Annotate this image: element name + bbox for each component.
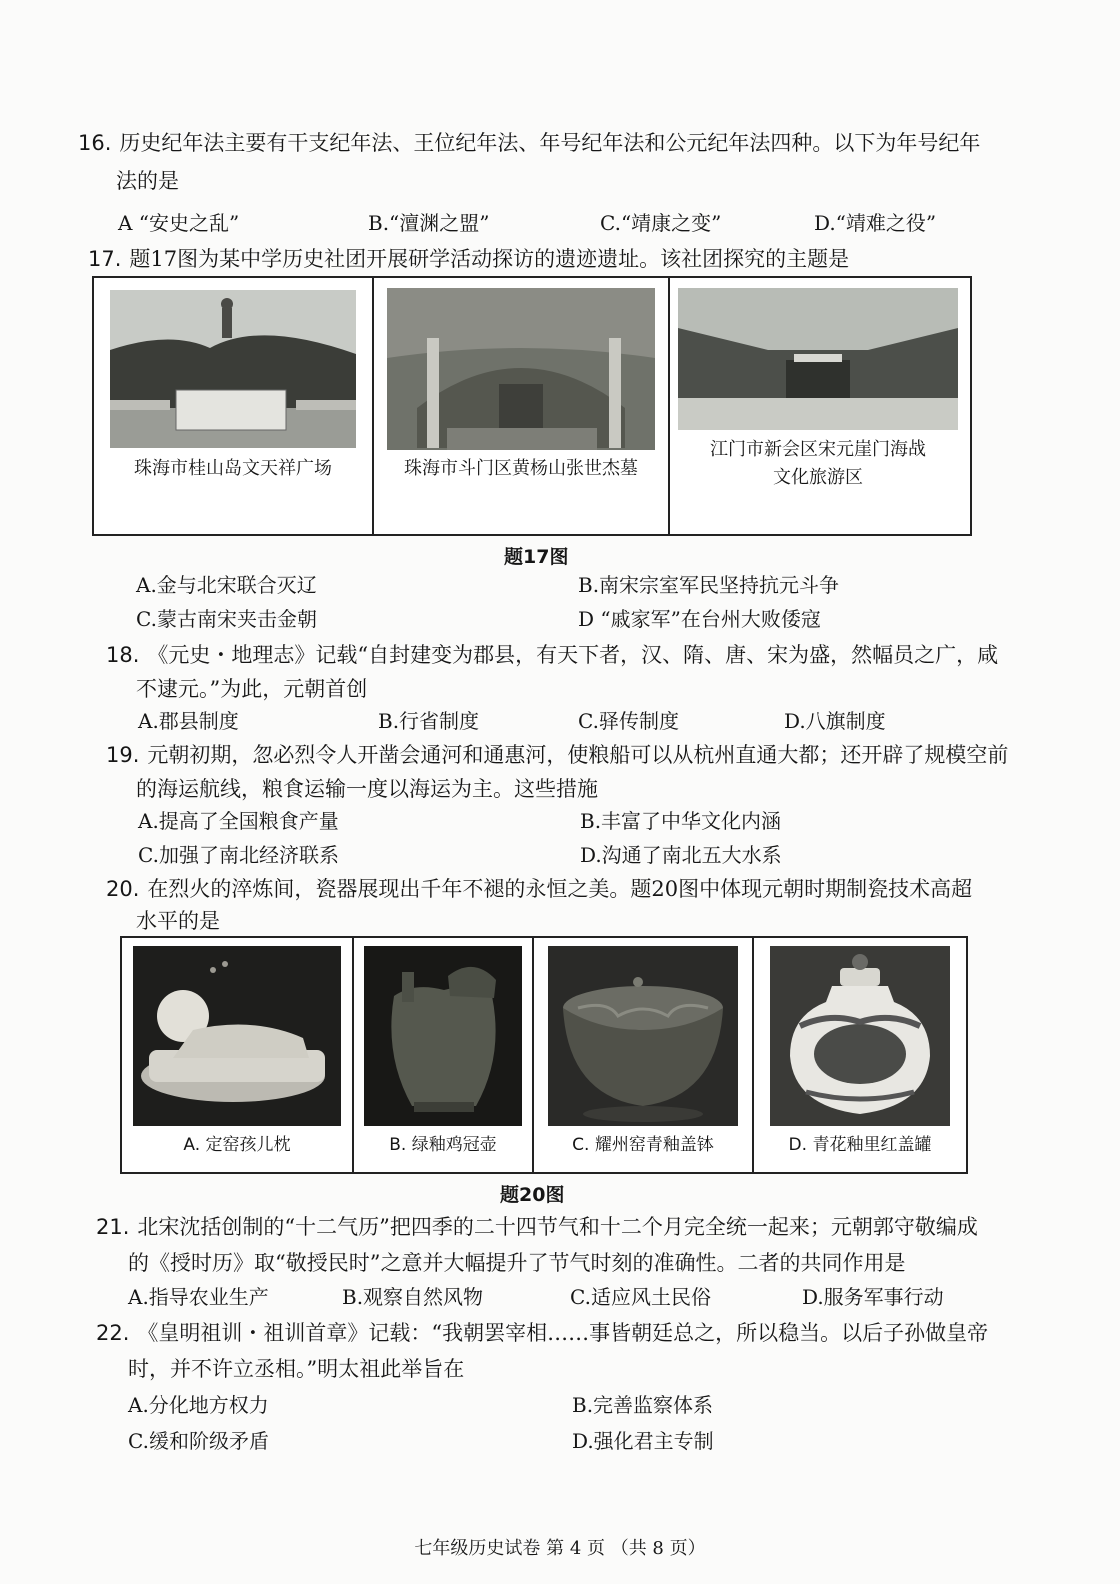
q16-option-d: D.“靖难之役” [814, 211, 937, 235]
q16-number: 16. [78, 131, 112, 155]
q16-stem-line1: 16. 历史纪年法主要有干支纪年法、王位纪年法、年号纪年法和公元纪年法四种。以下为年号纪年 [78, 128, 980, 158]
q19-option-d: D.沟通了南北五大水系 [580, 843, 782, 867]
q20-stem-line1: 20. 在烈火的淬炼间，瓷器展现出千年不褪的永恒之美。题20图中体现元朝时期制瓷技术高超 [106, 874, 972, 904]
figure-20-panel-d [754, 938, 966, 1172]
q21-option-c: C.适应风土民俗 [570, 1285, 711, 1309]
q21-stem-line2: 的《授时历》取“敬授民时”之意并大幅提升了节气时刻的准确性。二者的共同作用是 [128, 1251, 906, 1275]
q17-stem: 17. 题17图为某中学历史社团开展研学活动探访的遗迹遗址。该社团探究的主题是 [88, 244, 849, 274]
q22-option-b: B.完善监察体系 [572, 1393, 714, 1417]
figure-20-panel-a [122, 938, 354, 1172]
figure-20-panel-c [534, 938, 754, 1172]
q16-option-c: C.“靖康之变” [600, 211, 722, 235]
figure-17-panel-2 [374, 278, 670, 534]
q16-option-b: B.“澶渊之盟” [368, 211, 490, 235]
q21-number: 21. [96, 1215, 130, 1239]
q22-option-c: C.缓和阶级矛盾 [128, 1429, 269, 1453]
q21-option-d: D.服务军事行动 [802, 1285, 944, 1309]
figure-20-caption-b: B. 绿釉鸡冠壶 [389, 1135, 497, 1155]
q18-option-d: D.八旗制度 [784, 709, 886, 733]
q18-option-c: C.驿传制度 [578, 709, 679, 733]
photo-zhang-shijie-tomb [387, 288, 655, 450]
q18-option-a: A.郡县制度 [138, 709, 239, 733]
q19-stem-line1: 19. 元朝初期，忽必烈令人开凿会通河和通惠河，使粮船可以从杭州直通大都；还开辟了规模空前 [106, 740, 1008, 770]
figure-17-caption-3: 江门市新会区宋元崖门海战 文化旅游区 [710, 439, 926, 488]
q20-number: 20. [106, 877, 140, 901]
figure-20 [120, 936, 968, 1174]
photo-green-glaze-ewer [364, 946, 522, 1126]
q18-number: 18. [106, 643, 140, 667]
q21-option-b: B.观察自然风物 [342, 1285, 484, 1309]
figure-20-panel-b [354, 938, 534, 1172]
page-footer: 七年级历史试卷 第 4 页 （共 8 页） [414, 1538, 706, 1559]
photo-blue-white-jar [770, 946, 950, 1126]
figure-17 [92, 276, 972, 536]
q21-option-a: A.指导农业生产 [128, 1285, 269, 1309]
figure-20-caption-a: A. 定窑孩儿枕 [183, 1135, 291, 1155]
q22-stem-line1: 22. 《皇明祖训・祖训首章》记载：“我朝罢宰相……事皆朝廷总之，所以稳当。以后子孙做皇帝 [96, 1318, 988, 1348]
q18-stem-line2: 不逮元。”为此，元朝首创 [136, 677, 368, 701]
figure-17-caption-1: 珠海市桂山岛文天祥广场 [134, 458, 332, 479]
q17-number: 17. [88, 247, 122, 271]
q22-option-a: A.分化地方权力 [128, 1393, 269, 1417]
photo-yamen-battle-park [678, 288, 958, 430]
q19-number: 19. [106, 743, 140, 767]
q18-option-b: B.行省制度 [378, 709, 480, 733]
photo-ding-kiln-pillow [133, 946, 341, 1126]
q22-stem-line2: 时，并不许立丞相。”明太祖此举旨在 [128, 1357, 465, 1381]
q18-stem-line1: 18. 《元史・地理志》记载“自封建变为郡县，有天下者，汉、隋、唐、宋为盛，然幅员之广，咸 [106, 640, 998, 670]
q17-option-b: B.南宋宗室军民坚持抗元斗争 [578, 573, 840, 597]
figure-20-label: 题20图 [500, 1184, 565, 1206]
figure-17-caption-2: 珠海市斗门区黄杨山张世杰墓 [404, 458, 638, 479]
figure-20-caption-d: D. 青花釉里红盖罐 [788, 1135, 932, 1155]
q16-option-a: A “安史之乱” [118, 211, 240, 235]
q19-option-b: B.丰富了中华文化内涵 [580, 809, 782, 833]
photo-wen-tianxiang-square [110, 290, 356, 448]
q19-stem-line2: 的海运航线，粮食运输一度以海运为主。这些措施 [136, 777, 598, 801]
q17-option-d: D “戚家军”在台州大败倭寇 [578, 607, 821, 631]
figure-20-caption-c: C. 耀州窑青釉盖钵 [572, 1135, 714, 1155]
photo-yaozhou-bowl [548, 946, 738, 1126]
q20-stem-line2: 水平的是 [136, 909, 220, 933]
q17-option-a: A.金与北宋联合灭辽 [136, 573, 317, 597]
q19-option-c: C.加强了南北经济联系 [138, 843, 339, 867]
q16-stem-line2: 法的是 [116, 169, 179, 193]
q17-option-c: C.蒙古南宋夹击金朝 [136, 607, 317, 631]
figure-17-label: 题17图 [504, 546, 569, 568]
q22-option-d: D.强化君主专制 [572, 1429, 714, 1453]
q19-option-a: A.提高了全国粮食产量 [138, 809, 339, 833]
figure-17-panel-3 [670, 278, 966, 534]
q21-stem-line1: 21. 北宋沈括创制的“十二气历”把四季的二十四节气和十二个月完全统一起来；元朝郭守敬编成 [96, 1212, 978, 1242]
figure-17-panel-1 [94, 278, 374, 534]
q22-number: 22. [96, 1321, 130, 1345]
